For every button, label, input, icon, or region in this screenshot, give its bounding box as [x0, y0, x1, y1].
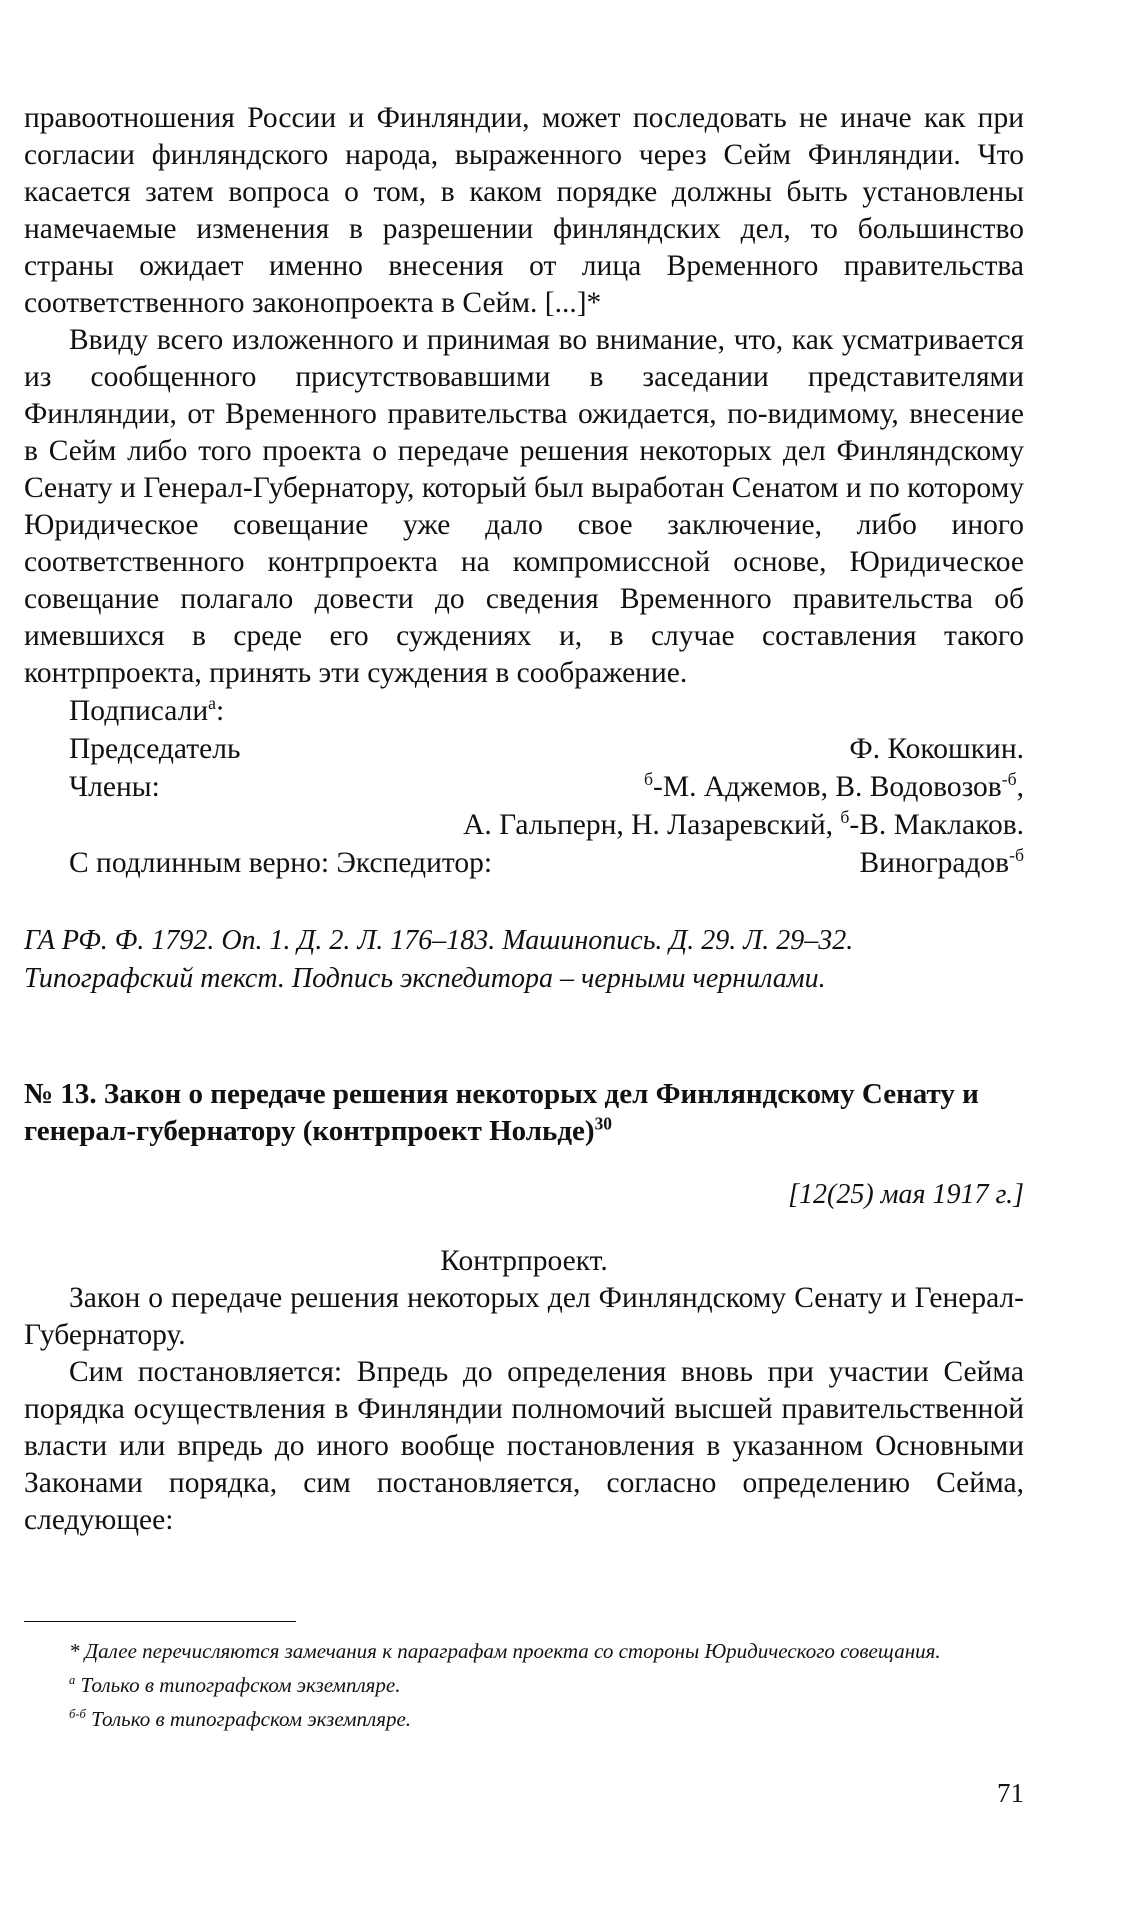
members-row-1	[24, 768, 1024, 806]
footnote-a: $^а$ Только в типографском экземпляре.	[69, 1673, 401, 1697]
footnotes	[24, 1636, 1024, 1734]
document-heading: № 13. Закон о передаче решения некоторых дел Финляндскому Сенату и генерал-губернатору (контрпроект Нольде)$^{30}$	[24, 1078, 979, 1147]
page-number: 71	[997, 1778, 1024, 1808]
document-title: Контрпроект.	[440, 1245, 608, 1277]
signature-block	[24, 692, 1024, 882]
footnote-star: * Далее перечисляются замечания к параграфам проекта со стороны Юридического совещания.	[69, 1639, 941, 1663]
members-names-2: А. Гальперн, Н. Лазаревский, $^б$-В. Маклаков.	[463, 807, 1024, 841]
document-paragraph-2: Сим постановляется: Впредь до определения вновь при участии Сейма порядка осуществления в Финляндии полномочий высшей правительственной власти или впредь до иного вообще постановления в указанном Основными Законами порядка, сим постановляется, согласно определению Сейма, следующее:	[24, 1356, 1024, 1536]
certified-row	[24, 844, 1024, 882]
archive-source	[24, 922, 1024, 998]
paragraph-2: Ввиду всего изложенного и принимая во внимание, что, как усматривается из сообщенного присутствовавшими в заседании представителями Финляндии, от Временного правительства ожидается, по-видимому, внесение в Сейм либо того проекта о передаче решения некоторых дел Финляндскому Сенату и Генерал-Губернатору, который был выработан Сенатом и по которому Юридическое совещание уже дало свое заключение, либо иного соответственного контрпроекта на компромиссной основе, Юридическое совещание полагало довести до сведения Временного правительства об имевшихся в среде его суждениях и, в случае составления такого контрпроекта, принять эти суждения в соображение.	[24, 324, 1024, 689]
chair-row	[24, 730, 1024, 768]
members-names-1: $^б$-М. Аджемов, В. Водовозов$^{-б}$,	[644, 769, 1024, 803]
members-row-2	[24, 806, 1024, 844]
page-body	[24, 100, 1024, 1539]
heading-note-ref: 30	[594, 1113, 612, 1134]
chair-name: Ф. Кокошкин.	[849, 733, 1024, 765]
signed-row	[24, 692, 1024, 730]
certified-label: С подлинным верно: Экспедитор:	[69, 847, 493, 879]
certified-name: Виноградов$^{-б}$	[859, 845, 1024, 879]
document-date: [12(25) мая 1917 г.]	[788, 1179, 1024, 1210]
source-line-2: Типографский текст. Подпись экспедитора – черными чернилами.	[24, 963, 826, 994]
document-paragraph-1: Закон о передаче решения некоторых дел Финляндскому Сенату и Генерал-Губернатору.	[24, 1282, 1024, 1351]
footnote-divider	[24, 1621, 296, 1622]
paragraph-1: правоотношения России и Финляндии, может последовать не иначе как при согласии финляндского народа, выраженного через Сейм Финляндии. Что касается затем вопроса о том, в каком порядке должны быть установлены намечаемые изменения в разрешении финляндских дел, то большинство страны ожидает именно внесения от лица Временного правительства соответственного законопроекта в Сейм. [...]*	[24, 102, 1024, 319]
source-line-1: ГА РФ. Ф. 1792. Оп. 1. Д. 2. Л. 176–183. Машинопись. Д. 29. Л. 29–32.	[24, 925, 854, 956]
members-label: Члены:	[69, 771, 160, 803]
signed-label: Подписали$^а$:	[69, 693, 225, 727]
footnote-b: $^{б-б}$ Только в типографском экземпляре.	[69, 1707, 412, 1731]
chair-label: Председатель	[69, 733, 241, 765]
